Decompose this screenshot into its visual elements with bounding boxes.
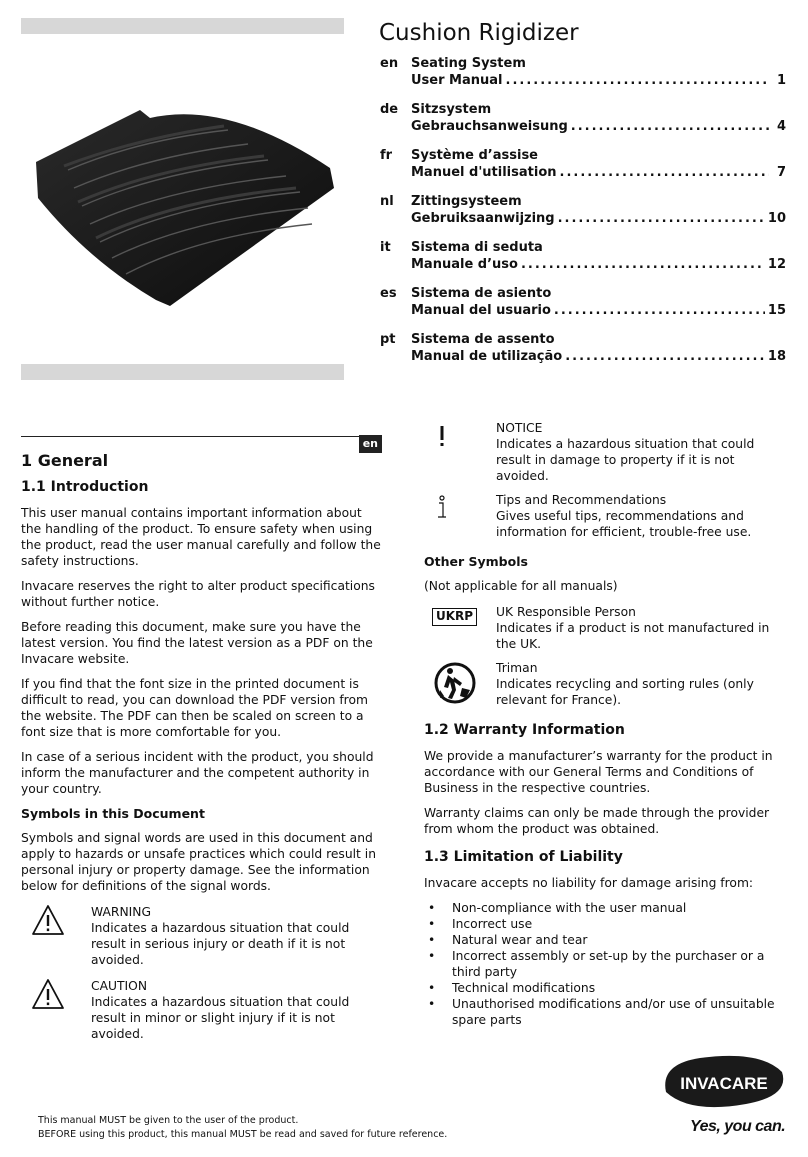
toc-system: Sistema di seduta [411,240,543,255]
toc-entry-de[interactable] [380,101,786,147]
right-column [424,420,789,1028]
paragraph: Before reading this document, make sure you have the latest version. You find the latest version as a PDF on the Invacare website. [21,620,373,666]
toc-lang: it [380,240,391,255]
toc-lang: pt [380,332,396,347]
toc-lang: de [380,102,399,117]
list-item: • Natural wear and tear [424,932,789,948]
toc-manual: Manuel d'utilisation [411,165,557,180]
caution-block [21,978,384,1042]
brand-tagline: Yes, you can. [690,1118,786,1135]
ukrp-block [424,604,789,652]
toc-page: 10 [767,211,786,226]
triman-block [424,660,789,708]
section-heading-general: 1 General [21,451,109,470]
paragraph: (Not applicable for all manuals) [424,579,618,593]
toc-manual: Manual de utilização [411,349,563,364]
ukrp-title: UK Responsible Person [496,605,636,619]
section-heading-symbols: Symbols in this Document [21,806,205,821]
toc-entry-pt[interactable] [380,331,786,377]
tips-text: Gives useful tips, recommendations and information for efficient, trouble-free use. [496,509,752,539]
paragraph: Symbols and signal words are used in this document and apply to hazards or unsafe practices which could result in personal injury or property damage. See the information below for definitions of the signal words. [21,831,376,893]
toc-system: Zittingsysteem [411,194,522,209]
section-heading-other-symbols: Other Symbols [424,554,528,569]
toc-manual: User Manual [411,73,503,88]
warning-block [21,904,384,968]
paragraph: If you find that the font size in the printed document is difficult to read, you can download the PDF version from the website. The PDF can then be scaled on screen to a font size that is more comfortable for you. [21,677,368,739]
invacare-logo [660,1052,788,1112]
paragraph: Warranty claims can only be made through the provider from whom the product was obtained. [424,806,770,836]
paragraph: In case of a serious incident with the product, you should inform the manufacturer and the competent authority in your country. [21,750,374,796]
notice-block [424,420,789,484]
section-heading-warranty: 1.2 Warranty Information [424,722,625,738]
toc-manual: Gebrauchsanweisung [411,119,568,134]
toc-manual: Gebruiksaanwijzing [411,211,555,226]
caution-triangle-icon [31,978,65,1010]
paragraph: Invacare accepts no liability for damage arising from: [424,876,754,890]
notice-text: Indicates a hazardous situation that could result in damage to property if it is not avoided. [496,437,755,483]
toc-lang: nl [380,194,394,209]
caution-text: Indicates a hazardous situation that could result in minor or slight injury if it is not avoided. [91,995,350,1041]
toc-system: Sistema de assento [411,332,555,347]
list-item: • Incorrect use [424,916,789,932]
table-of-contents [380,55,786,377]
toc-system: Seating System [411,56,526,71]
toc-entry-en[interactable] [380,55,786,101]
paragraph: This user manual contains important information about the handling of the product. To ensure safety when using the product, read the user manual carefully and follow the safety instructions. [21,506,381,568]
liability-list [424,900,789,1028]
warning-triangle-icon [31,904,65,936]
list-item: • Non-compliance with the user manual [424,900,789,916]
toc-lang: en [380,56,399,71]
paragraph: We provide a manufacturer’s warranty for the product in accordance with our General Terms and Conditions of Business in the respective countries. [424,749,773,795]
toc-page: 4 [776,119,786,134]
toc-entry-it[interactable] [380,239,786,285]
toc-manual: Manuale d’uso [411,257,518,272]
tips-title: Tips and Recommendations [496,493,667,507]
warning-text: Indicates a hazardous situation that could result in serious injury or death if it is not avoided. [91,921,350,967]
toc-page: 12 [767,257,786,272]
paragraph: Invacare reserves the right to alter product specifications without further notice. [21,579,375,609]
footer-notice [38,1114,447,1142]
info-icon [432,492,452,522]
exclamation-icon [432,420,452,450]
logo-text: INVACARE [680,1074,768,1093]
toc-lang: es [380,286,397,301]
toc-page: 18 [767,349,786,364]
section-heading-liability: 1.3 Limitation of Liability [424,849,623,865]
toc-page: 1 [776,73,786,88]
toc-entry-fr[interactable] [380,147,786,193]
warning-title: WARNING [91,905,151,919]
toc-entry-es[interactable] [380,285,786,331]
document-title: Cushion Rigidizer [379,20,579,46]
triman-title: Triman [496,661,538,675]
notice-title: NOTICE [496,421,543,435]
toc-system: Sitzsystem [411,102,492,117]
toc-system: Système d’assise [411,148,538,163]
list-item: • Technical modifications [424,980,789,996]
toc-system: Sistema de asiento [411,286,552,301]
list-item: • Unauthorised modifications and/or use of unsuitable spare parts [424,996,789,1028]
language-tag: en [359,435,382,453]
cushion-rigidizer-image [28,70,344,350]
toc-manual: Manual del usuario [411,303,551,318]
section-rule [21,433,384,451]
tips-block [424,492,789,540]
toc-page: 15 [767,303,786,318]
bottom-grey-bar [21,364,344,380]
left-column [21,433,384,1048]
ukrp-text: Indicates if a product is not manufactured in the UK. [496,621,770,651]
toc-entry-nl[interactable] [380,193,786,239]
list-item: • Incorrect assembly or set-up by the purchaser or a third party [424,948,789,980]
top-grey-bar [21,18,344,34]
ukrp-badge-icon: UKRP [432,608,477,626]
triman-text: Indicates recycling and sorting rules (only relevant for France). [496,677,754,707]
section-heading-introduction: 1.1 Introduction [21,479,149,495]
footer-line: BEFORE using this product, this manual MUST be read and saved for future reference. [38,1129,448,1140]
footer-line: This manual MUST be given to the user of the product. [38,1115,299,1126]
toc-page: 7 [776,165,786,180]
toc-lang: fr [380,148,393,163]
caution-title: CAUTION [91,979,148,993]
triman-recycling-icon [432,660,478,706]
